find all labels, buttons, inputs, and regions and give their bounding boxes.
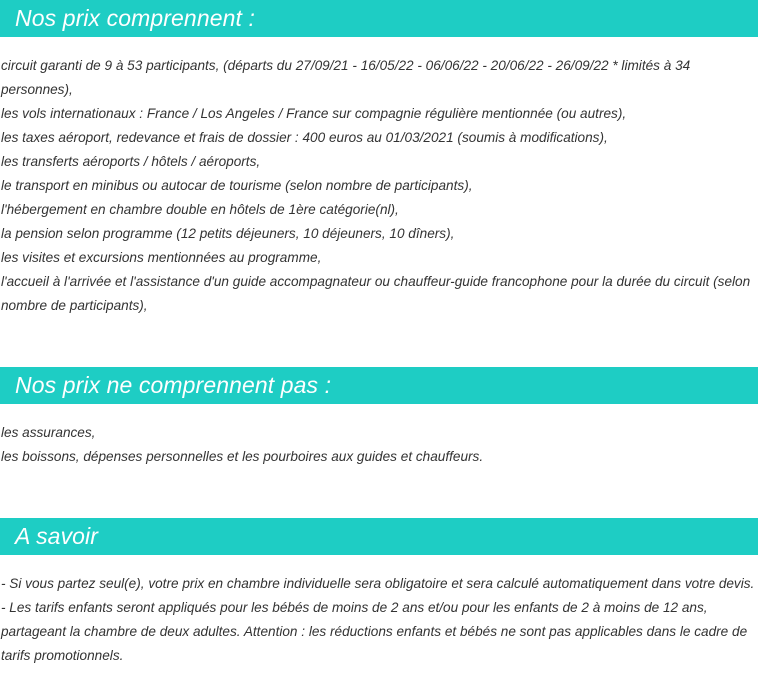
section-title-good-to-know: A savoir	[0, 518, 758, 555]
list-item: le transport en minibus ou autocar de tourisme (selon nombre de participants),	[1, 178, 473, 193]
section-title-not-included: Nos prix ne comprennent pas :	[0, 367, 758, 404]
section-body-included	[1, 54, 755, 318]
list-item: la pension selon programme (12 petits déjeuners, 10 déjeuners, 10 dîners),	[1, 226, 455, 241]
list-item: l'hébergement en chambre double en hôtels de 1ère catégorie(nl),	[1, 202, 399, 217]
list-item: l'accueil à l'arrivée et l'assistance d'un guide accompagnateur ou chauffeur-guide francophone pour la durée du circuit (selon nombre de participants),	[1, 274, 751, 313]
list-item: - Si vous partez seul(e), votre prix en chambre individuelle sera obligatoire et sera calculé automatiquement dans votre devis.	[1, 576, 755, 591]
list-item: les assurances,	[1, 425, 96, 440]
section-body-good-to-know	[1, 572, 755, 668]
list-item: les transferts aéroports / hôtels / aéroports,	[1, 154, 261, 169]
list-item: circuit garanti de 9 à 53 participants, (départs du 27/09/21 - 16/05/22 - 06/06/22 - 20/06/22 - 26/09/22 * limités à 34 personnes),	[1, 58, 691, 97]
section-body-not-included	[1, 421, 755, 469]
list-item: les visites et excursions mentionnées au programme,	[1, 250, 322, 265]
list-item: les vols internationaux : France / Los Angeles / France sur compagnie régulière mentionnée (ou autres),	[1, 106, 627, 121]
list-item: les boissons, dépenses personnelles et les pourboires aux guides et chauffeurs.	[1, 449, 484, 464]
section-title-included: Nos prix comprennent :	[0, 0, 758, 37]
list-item: - Les tarifs enfants seront appliqués pour les bébés de moins de 2 ans et/ou pour les enfants de 2 à moins de 12 ans, partageant la chambre de deux adultes. Attention : les réductions enfants et bébés ne sont pas applicables dans le cadre de tarifs promotionnels.	[1, 600, 748, 663]
list-item: les taxes aéroport, redevance et frais de dossier : 400 euros au 01/03/2021 (soumis à modifications),	[1, 130, 608, 145]
